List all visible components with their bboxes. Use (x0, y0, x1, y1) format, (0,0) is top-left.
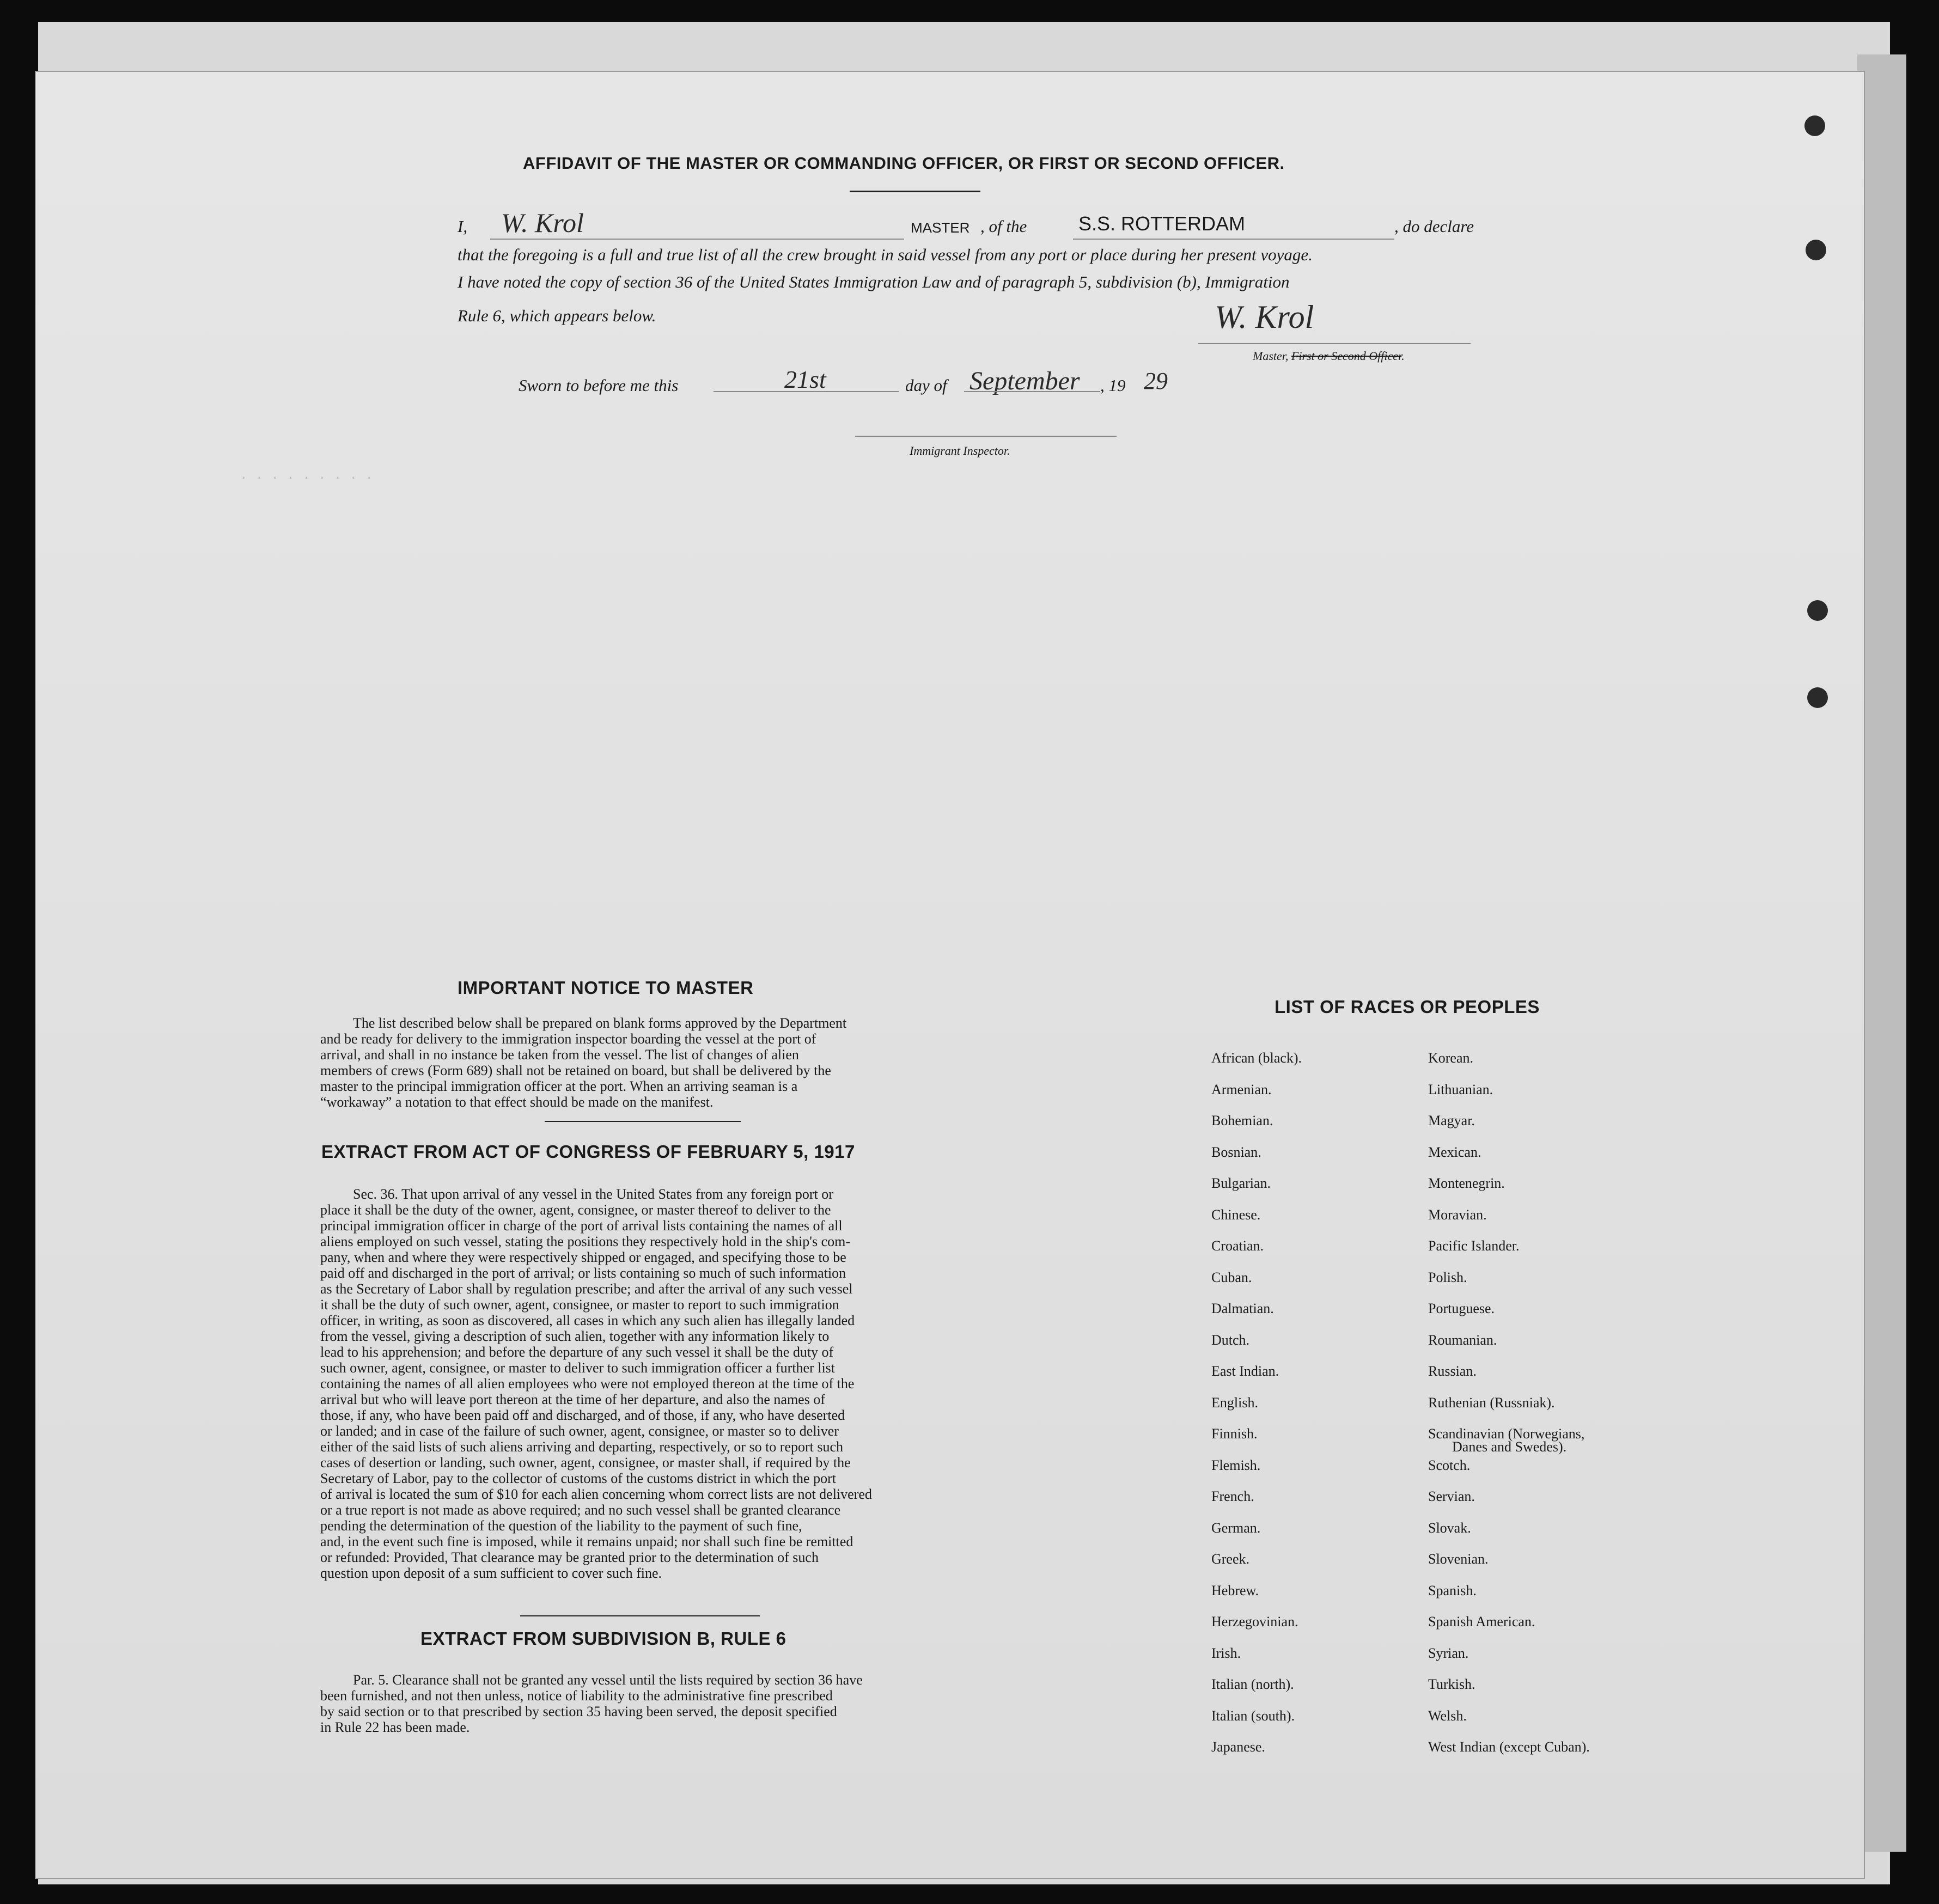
race-item: Armenian. (1211, 1081, 1272, 1097)
extract-act-body (320, 1186, 939, 1581)
act-line: of arrival is located the sum of $10 for each alien concerning whom correct lists are not delivered (320, 1486, 872, 1502)
act-line: Secretary of Labor, pay to the collector of customs of the customs district in which the port (320, 1470, 836, 1486)
race-item: Russian. (1428, 1363, 1477, 1379)
race-item: Bohemian. (1211, 1113, 1273, 1128)
race-item: French. (1211, 1488, 1254, 1504)
race-item: African (black). (1211, 1050, 1302, 1066)
race-item: Japanese. (1211, 1739, 1265, 1755)
act-line: such owner, agent, consignee, or master to deliver to such immigration officer a further list (320, 1360, 836, 1376)
races-column-1 (1211, 1050, 1418, 1771)
notice-line: master to the principal immigration officer at the port. When an arriving seaman is a (320, 1078, 798, 1094)
race-item: East Indian. (1211, 1363, 1279, 1379)
race-item: Magyar. (1428, 1113, 1475, 1128)
act-line: officer, in writing, as soon as discovered, all cases in which any such alien has illegally landed (320, 1313, 855, 1328)
race-item: Servian. (1428, 1488, 1475, 1504)
act-line: question upon deposit of a sum sufficient to cover such fine. (320, 1565, 662, 1581)
race-item: Flemish. (1211, 1457, 1261, 1473)
binder-hole (1807, 687, 1828, 708)
officer-name: W. Krol (501, 208, 584, 238)
do-declare-text: , do declare (1394, 217, 1474, 236)
race-item: Moravian. (1428, 1206, 1487, 1223)
rule-line: by said section or to that prescribed by section 35 having been served, the deposit specified (320, 1704, 837, 1719)
affidavit-line-4: Rule 6, which appears below. (458, 306, 656, 325)
binder-hole (1806, 240, 1826, 260)
affidavit-title: AFFIDAVIT OF THE MASTER OR COMMANDING OFFICER, OR FIRST OR SECOND OFFICER. (523, 154, 1285, 173)
race-item: Finnish. (1211, 1426, 1258, 1442)
act-line: either of the said lists of such aliens arriving and departing, respectively, or so to report such (320, 1439, 844, 1455)
affidavit-line-3: I have noted the copy of section 36 of the United States Immigration Law and of paragraph 5, subdivision (b), Immigration (458, 272, 1290, 291)
race-item: Slovenian. (1428, 1551, 1489, 1567)
section-rule (545, 1121, 741, 1122)
act-line: place it shall be the duty of the owner, agent, consignee, or master thereof to deliver to the (320, 1202, 831, 1218)
rank: MASTER (911, 219, 970, 236)
race-item: Chinese. (1211, 1206, 1261, 1223)
extract-rule-body (320, 1672, 939, 1735)
race-item: West Indian (except Cuban). (1428, 1739, 1590, 1755)
race-item: Polish. (1428, 1269, 1467, 1285)
notice-title: IMPORTANT NOTICE TO MASTER (458, 978, 754, 998)
binder-hole (1807, 600, 1828, 621)
signature-caption (1253, 349, 1405, 363)
notice-line: members of crews (Form 689) shall not be retained on board, but shall be delivered by the (320, 1063, 831, 1078)
act-line: paid off and discharged in the port of arrival; or lists containing so much of such information (320, 1265, 846, 1281)
act-line: arrival but who will leave port thereon at the time of her departure, and also the names of (320, 1392, 825, 1407)
race-item: Turkish. (1428, 1676, 1475, 1692)
race-item: Roumanian. (1428, 1332, 1497, 1348)
race-item: German. (1211, 1519, 1261, 1536)
section-rule (520, 1615, 760, 1616)
act-line: or landed; and in case of the failure of such owner, agent, consignee, or master so to deliver (320, 1423, 839, 1439)
race-item: Irish. (1211, 1645, 1241, 1661)
act-line: and, in the event such fine is imposed, while it remains unpaid; nor shall such fine be remitted (320, 1534, 853, 1549)
race-item: Spanish American. (1428, 1614, 1535, 1630)
sworn-text: Sworn to before me this (519, 376, 679, 395)
notice-line: The list described below shall be prepared on blank forms approved by the Department (353, 1015, 847, 1031)
caption-struck-officers: First or Second Officer (1291, 349, 1402, 363)
race-item: Cuban. (1211, 1269, 1252, 1285)
act-line: as the Secretary of Labor shall by regulation prescribe; and after the arrival of any such vessel (320, 1281, 853, 1297)
race-item: Italian (south). (1211, 1707, 1295, 1724)
title-rule (850, 191, 980, 192)
race-item: Pacific Islander. (1428, 1238, 1520, 1254)
act-line: containing the names of all alien employees who were not employed thereon at the time of the (320, 1376, 855, 1392)
act-line: those, if any, who have been paid off and discharged, and of those, if any, who have deserted (320, 1407, 845, 1423)
race-item: Mexican. (1428, 1144, 1481, 1160)
race-item (1428, 1426, 1711, 1457)
bleed-through-marks: . . . . . . . . . (240, 468, 373, 483)
race-item: Scotch. (1428, 1457, 1471, 1473)
caption-end: . (1401, 349, 1405, 363)
signature-line (1198, 343, 1471, 344)
act-line: aliens employed on such vessel, stating the positions they respectively hold in the ship's com- (320, 1234, 851, 1249)
rule-line: in Rule 22 has been made. (320, 1719, 470, 1735)
inspector-line (855, 436, 1117, 437)
race-item: Montenegrin. (1428, 1175, 1505, 1191)
race-item: Lithuanian. (1428, 1081, 1493, 1097)
binder-hole (1804, 115, 1825, 136)
declare-prefix: I, (458, 217, 468, 236)
year-suffix: 29 (1144, 368, 1168, 394)
of-the-text: , of the (980, 217, 1027, 236)
master-signature: W. Krol (1215, 299, 1314, 335)
race-item: Spanish. (1428, 1582, 1477, 1598)
sworn-month: September (970, 367, 1080, 395)
race-item: Ruthenian (Russniak). (1428, 1394, 1555, 1411)
inspector-caption: Immigrant Inspector. (910, 444, 1010, 457)
race-item: Hebrew. (1211, 1582, 1259, 1598)
day-line (714, 391, 899, 392)
notice-line: “workaway” a notation to that effect should be made on the manifest. (320, 1094, 714, 1110)
act-line: or a true report is not made as above required; and no such vessel shall be granted clearance (320, 1502, 841, 1518)
rule-line: been furnished, and not then unless, notice of liability to the administrative fine prescribed (320, 1688, 833, 1704)
act-line: pending the determination of the question of the liability to the payment of such fine, (320, 1518, 802, 1534)
vessel-line (1073, 239, 1394, 240)
extract-rule-title: EXTRACT FROM SUBDIVISION B, RULE 6 (420, 1628, 786, 1649)
race-item: Herzegovinian. (1211, 1614, 1298, 1630)
day-of-text: day of (905, 376, 947, 395)
affidavit-line-2: that the foregoing is a full and true list of all the crew brought in said vessel from any port or place during her present voyage. (458, 245, 1313, 264)
race-item: Bulgarian. (1211, 1175, 1271, 1191)
act-line: principal immigration officer in charge of the port of arrival lists containing the names of all (320, 1218, 843, 1234)
races-title: LIST OF RACES OR PEOPLES (1275, 997, 1540, 1017)
sworn-day: 21st (784, 365, 826, 393)
race-item: Greek. (1211, 1551, 1250, 1567)
year-prefix: , 19 (1100, 376, 1126, 395)
name-line (490, 239, 904, 240)
race-item: English. (1211, 1394, 1258, 1411)
act-line: pany, when and where they were respectively shipped or engaged, and specifying those to be (320, 1249, 846, 1265)
race-item: Dutch. (1211, 1332, 1250, 1348)
month-line (964, 391, 1100, 392)
rule-line: Par. 5. Clearance shall not be granted any vessel until the lists required by section 36 have (353, 1672, 863, 1688)
race-item: Bosnian. (1211, 1144, 1261, 1160)
race-item-text: Scandinavian (Norwegians, (1428, 1426, 1585, 1442)
caption-master: Master, (1253, 349, 1289, 363)
notice-line: arrival, and shall in no instance be taken from the vessel. The list of changes of alien (320, 1047, 799, 1063)
race-item: Slovak. (1428, 1519, 1471, 1536)
race-item: Dalmatian. (1211, 1301, 1274, 1316)
race-item: Welsh. (1428, 1707, 1467, 1724)
race-item-continuation: Danes and Swedes). (1452, 1439, 1567, 1455)
notice-body (320, 1015, 939, 1110)
act-line: from the vessel, giving a description of such alien, together with any information likely to (320, 1328, 830, 1344)
races-column-2 (1428, 1050, 1711, 1771)
act-line: Sec. 36. That upon arrival of any vessel in the United States from any foreign port or (353, 1186, 833, 1202)
act-line: lead to his apprehension; and before the departure of any such vessel it shall be the duty of (320, 1344, 834, 1360)
notice-line: and be ready for delivery to the immigration inspector boarding the vessel at the port of (320, 1031, 816, 1047)
act-line: cases of desertion or landing, such owner, agent, consignee, or master shall, if required by the (320, 1455, 851, 1470)
act-line: it shall be the duty of such owner, agent, consignee, or master to report to such immigration (320, 1297, 839, 1313)
extract-act-title: EXTRACT FROM ACT OF CONGRESS OF FEBRUARY 5, 1917 (321, 1142, 855, 1162)
race-item: Portuguese. (1428, 1301, 1495, 1316)
race-item: Korean. (1428, 1050, 1474, 1066)
vessel-name: S.S. ROTTERDAM (1078, 212, 1246, 235)
race-item: Italian (north). (1211, 1676, 1294, 1692)
race-item: Croatian. (1211, 1238, 1264, 1254)
race-item: Syrian. (1428, 1645, 1469, 1661)
act-line: or refunded: Provided, That clearance may be granted prior to the determination of such (320, 1549, 819, 1565)
